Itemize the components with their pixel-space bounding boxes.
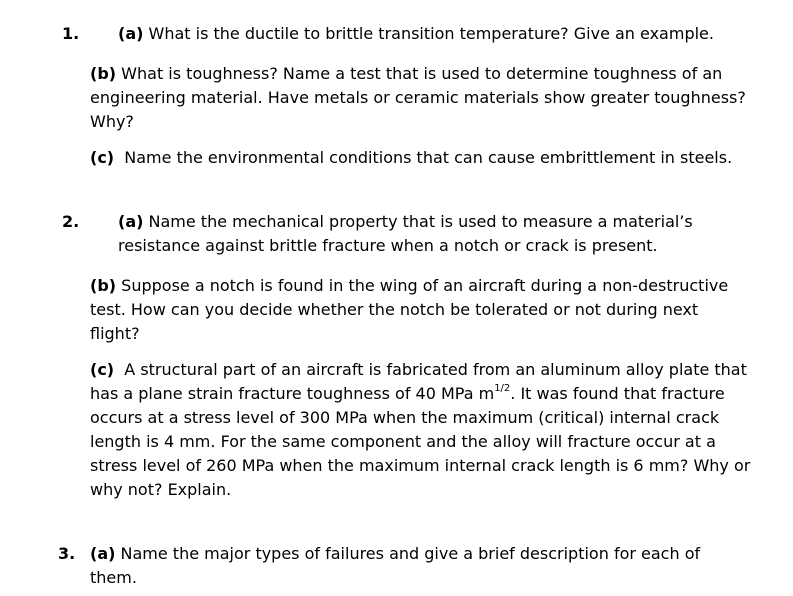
part-label: (a) xyxy=(118,24,144,43)
part-text: Name the environmental conditions that can cause embrittlement in steels. xyxy=(124,148,733,167)
part-label: (a) xyxy=(90,544,116,563)
question-part xyxy=(90,146,758,170)
part-text: Name the major types of failures and give a brief description for each of them. xyxy=(90,544,701,587)
question-part xyxy=(90,358,755,502)
question-number: 3. xyxy=(58,544,76,563)
question-part xyxy=(118,210,718,258)
part-text: What is toughness? Name a test that is used to determine toughness of an engineering material. Have metals or ceramic materials show greater toughness? Why? xyxy=(90,64,746,131)
part-text: Name the mechanical property that is used to measure a material’s resistance against brittle fracture when a notch or crack is present. xyxy=(118,212,693,255)
part-label: (c) xyxy=(90,148,115,167)
question-part xyxy=(90,274,750,346)
part-text: What is the ductile to brittle transition temperature? Give an example. xyxy=(148,24,714,43)
question-number: 1. xyxy=(62,24,80,43)
question-number: 2. xyxy=(62,212,80,231)
question-part xyxy=(90,542,730,590)
question-part xyxy=(118,22,758,46)
part-label: (b) xyxy=(90,64,117,83)
part-label: (b) xyxy=(90,276,117,295)
part-label: (c) xyxy=(90,360,115,379)
question-part xyxy=(90,62,758,134)
part-text: Suppose a notch is found in the wing of an aircraft during a non-destructive test. How can you decide whether the notch be tolerated or not during next flight? xyxy=(90,276,729,343)
part-text-continued: . It was found that fracture occurs at a stress level of 300 MPa when the maximum (critical) internal crack length is 4 mm. For the same component and the alloy will fracture occur at a stress level of 260 MPa when the maximum internal crack length is 6 mm? Why or why not? Explain. xyxy=(90,384,751,499)
part-text: A structural part of an aircraft is fabricated from an aluminum alloy plate that has a plane strain fracture toughness of 40 MPa m xyxy=(90,360,747,403)
superscript-exponent: 1/2 xyxy=(494,382,511,394)
part-label: (a) xyxy=(118,212,144,231)
